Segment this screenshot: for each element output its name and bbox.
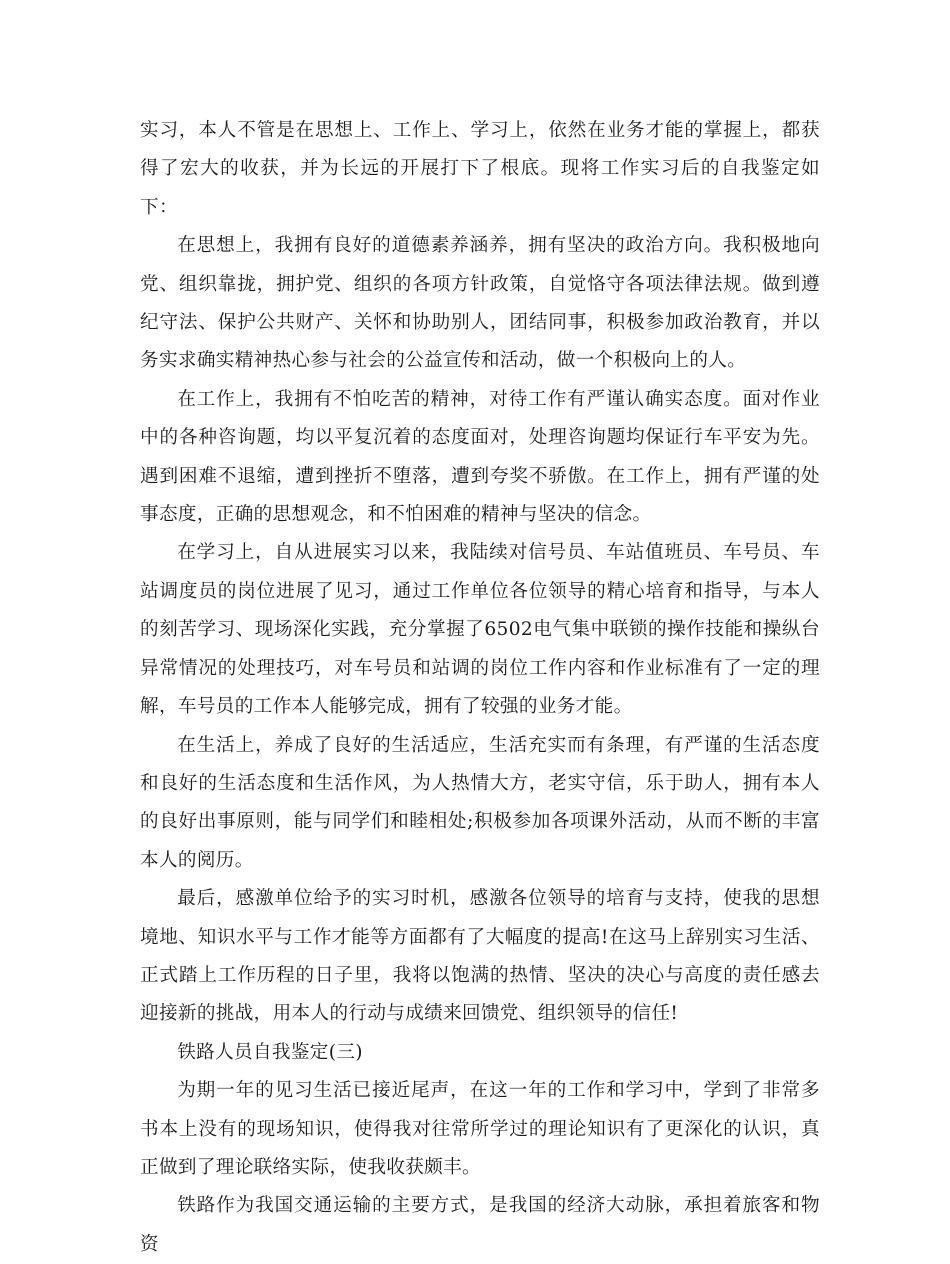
- section-heading: 铁路人员自我鉴定(三): [177, 1041, 363, 1063]
- paragraph: 为期一年的见习生活已接近尾声，在这一年的工作和学习中，学到了非常多书本上没有的现场知识，使得我对往常所学过的理论知识有了更深化的认识，真正做到了理论联络实际，使我收获颇丰。: [140, 1080, 820, 1178]
- document-body: [140, 112, 820, 1264]
- paragraph: 铁路作为我国交通运输的主要方式，是我国的经济大动脉，承担着旅客和物资: [140, 1195, 820, 1255]
- paragraph: 在学习上，自从进展实习以来，我陆续对信号员、车站值班员、车号员、车站调度员的岗位进展了见习，通过工作单位各位领导的精心培育和指导，与本人的刻苦学习、现场深化实践，充分掌握了6502电气集中联锁的操作技能和操纵台异常情况的处理技巧，对车号员和站调的岗位工作内容和作业标准有了一定的理解，车号员的工作本人能够完成，拥有了较强的业务才能。: [140, 542, 820, 718]
- paragraph: 实习，本人不管是在思想上、工作上、学习上，依然在业务才能的掌握上，都获得了宏大的收获，并为长远的开展打下了根底。现将工作实习后的自我鉴定如下：: [140, 120, 820, 218]
- paragraph: 最后，感激单位给予的实习时机，感激各位领导的培育与支持，使我的思想境地、知识水平与工作才能等方面都有了大幅度的提高!在这马上辞别实习生活、正式踏上工作历程的日子里，我将以饱满的热情、坚决的决心与高度的责任感去迎接新的挑战，用本人的行动与成绩来回馈党、组织领导的信任!: [140, 888, 820, 1025]
- paragraph: 在生活上，养成了良好的生活适应，生活充实而有条理，有严谨的生活态度和良好的生活态度和生活作风，为人热情大方，老实守信，乐于助人，拥有本人的良好出事原则，能与同学们和睦相处;积极参加各项课外活动，从而不断的丰富本人的阅历。: [140, 734, 820, 871]
- paragraph: 在思想上，我拥有良好的道德素养涵养，拥有坚决的政治方向。我积极地向党、组织靠拢，拥护党、组织的各项方针政策，自觉恪守各项法律法规。做到遵纪守法、保护公共财产、关怀和协助别人，团结同事，积极参加政治教育，并以务实求确实精神热心参与社会的公益宣传和活动，做一个积极向上的人。: [140, 235, 820, 372]
- paragraph: 在工作上，我拥有不怕吃苦的精神，对待工作有严谨认确实态度。面对作业中的各种咨询题，均以平复沉着的态度面对，处理咨询题均保证行车平安为先。遇到困难不退缩，遭到挫折不堕落，遭到夸奖不骄傲。在工作上，拥有严谨的处事态度，正确的思想观念，和不怕困难的精神与坚决的信念。: [140, 388, 820, 526]
